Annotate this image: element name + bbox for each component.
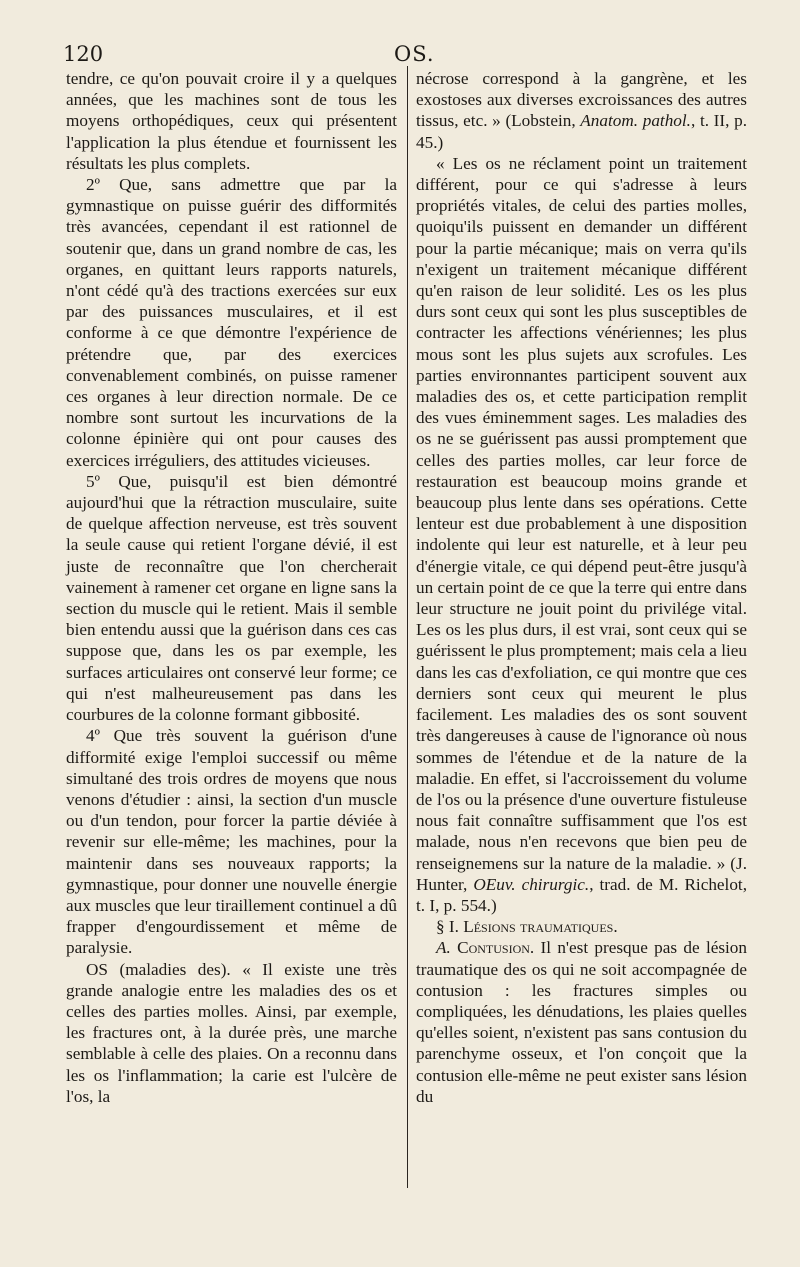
right-paragraph-2-citation: OEuv. chirurgic. (473, 874, 590, 894)
subsection-term: Contusion. (457, 938, 535, 958)
right-paragraph-2-text: « Les os ne réclament point un traitement différent, pour ce qui s'adresse à leurs propriétés vitales, de celui des parties molles, quoiqu'ils puissent en demander un différent pour la partie mécanique; mais on verra qu'ils n'exigent un traitement mécanique différent qu'en raison de leur solidité. Les os les plus durs sont ceux qui sont les plus susceptibles de contracter les affections vénériennes; les plus mous sont les plus sujets aux scrofules. Les parties environnantes participent souvent aux maladies des os, et cette participation remplit des vues éminemment sages. Les maladies des os ne se guérissent pas aussi promptement que celles des parties molles, car leur force de restauration est beaucoup moins grande et beaucoup plus lente dans ses opérations. Cette lenteur est due probablement à une disposition indolente qui leur est naturelle, et à leur peu d'énergie vitale, ce qui dépend peut-être jusqu'à un certain point de ce que la terre qui entre dans leur structure ne jouit point du privilége vital. Les os les plus durs, il est vrai, sont ceux qui se guérissent le plus promptement; mais cela a lieu dans les cas d'exfoliation, ce qui montre que ces derniers sont ceux qui meurent le plus facilement. Les maladies des os sont souvent très dangereuses à cause de l'ignorance où nous sommes de l'étendue et de la nature de la maladie. En effet, si l'accroissement du volume de l'os ou la présence d'une ouverture fistuleuse nous fait connaître suffisamment que l'os est malade, nous n'en recevons que bien peu de renseignemens sur la nature de la maladie. » (J. Hunter, (416, 153, 747, 894)
right-paragraph-1-citation: Anatom. pathol. (580, 111, 691, 131)
left-paragraph-1: tendre, ce qu'on pouvait croire il y a quelques années, que les machines sont de tous les moyens orthopédiques, ceux qui présentent l'application la plus étendue et fournissent les résultats les plus complets. (66, 69, 397, 173)
right-paragraph-2 (416, 153, 747, 916)
right-paragraph-1 (416, 68, 747, 153)
left-paragraph-3: 5º Que, puisqu'il est bien démontré aujourd'hui que la rétraction musculaire, suite de quelque affection nerveuse, est très souvent la seule cause qui retient l'organe dévié, il est juste de reconnaître que l'on chercherait vainement à ramener cet organe en ligne sans la section du muscle qui le retient. Mais il semble bien entendu aussi que la guérison dans ces cas suppose que, dans les os par exemple, les surfaces articulaires ont conservé leur forme; ce qui n'est malheureusement pas dans les courbures de la colonne formant gibbosité. (66, 471, 397, 725)
left-paragraph-5 (66, 959, 397, 1107)
subsection-text: Il n'est presque pas de lésion traumatique des os qui ne soit accompagnée de contusion : les fractures simples ou compliquées, les dénudations, les plaies quelles qu'elles soient, n'existent pas sans contusion du parenchyme osseux, et l'on conçoit que la contusion elle-même ne peut exister sans lésion du (416, 938, 747, 1106)
left-paragraph-4: 4º Que très souvent la guérison d'une difformité exige l'emploi successif ou même simultané des trois ordres de moyens que nous venons d'étudier : ainsi, la section d'un muscle ou d'un tendon, pour forcer la partie déviée à revenir sur elle-même; les machines, pour la maintenir dans ses nouveaux rapports; la gymnastique, pour donner une nouvelle énergie aux muscles que leur tiraillement continuel a dû frapper d'engourdissement et même de paralysie. (66, 726, 397, 958)
entry-term: OS (86, 959, 108, 979)
left-column (66, 68, 397, 1107)
entry-text: (maladies des). « Il existe une très grande analogie entre les maladies des os et celles des parties molles. Ainsi, par exemple, les fractures ont, à la durée près, une marche semblable à celle des plaies. On a reconnu dans les os l'inflammation; la carie est l'ulcère de l'os, la (66, 959, 397, 1106)
right-paragraph-2-end: , trad. de M. Richelot, t. I, p. 554.) (416, 874, 747, 915)
column-divider (407, 66, 408, 1188)
section-heading: § I. Lésions traumatiques. (436, 917, 618, 937)
right-paragraph-3 (416, 937, 747, 1107)
right-paragraph-1-start: nécrose correspond à la gangrène, et les exostoses aux diverses excroissances des autres tissus, etc. » (Lobstein, (416, 69, 747, 131)
right-paragraph-1-end: , t. II, p. 45.) (416, 111, 747, 152)
right-column (416, 68, 747, 1107)
left-paragraph-2: 2º Que, sans admettre que par la gymnastique on puisse guérir des difformités très avancées, cependant il est rationnel de soutenir que, dans un grand nombre de cas, les organes, en quittant leurs rapports naturels, n'ont cédé qu'à des tractions exercées sur eux par des puissances musculaires, et il est conforme à ce que démontre l'expérience de prétendre que, par des exercices convenablement combinés, on puisse ramener ces organes à leur direction normale. De ce nombre sont surtout les incurvations de la colonne épinière qui ont pour causes des exercices irréguliers, des attitudes vicieuses. (66, 175, 397, 470)
running-title: OS. (394, 42, 435, 66)
subsection-letter: A. (436, 938, 451, 958)
page-number: 120 (63, 42, 104, 66)
